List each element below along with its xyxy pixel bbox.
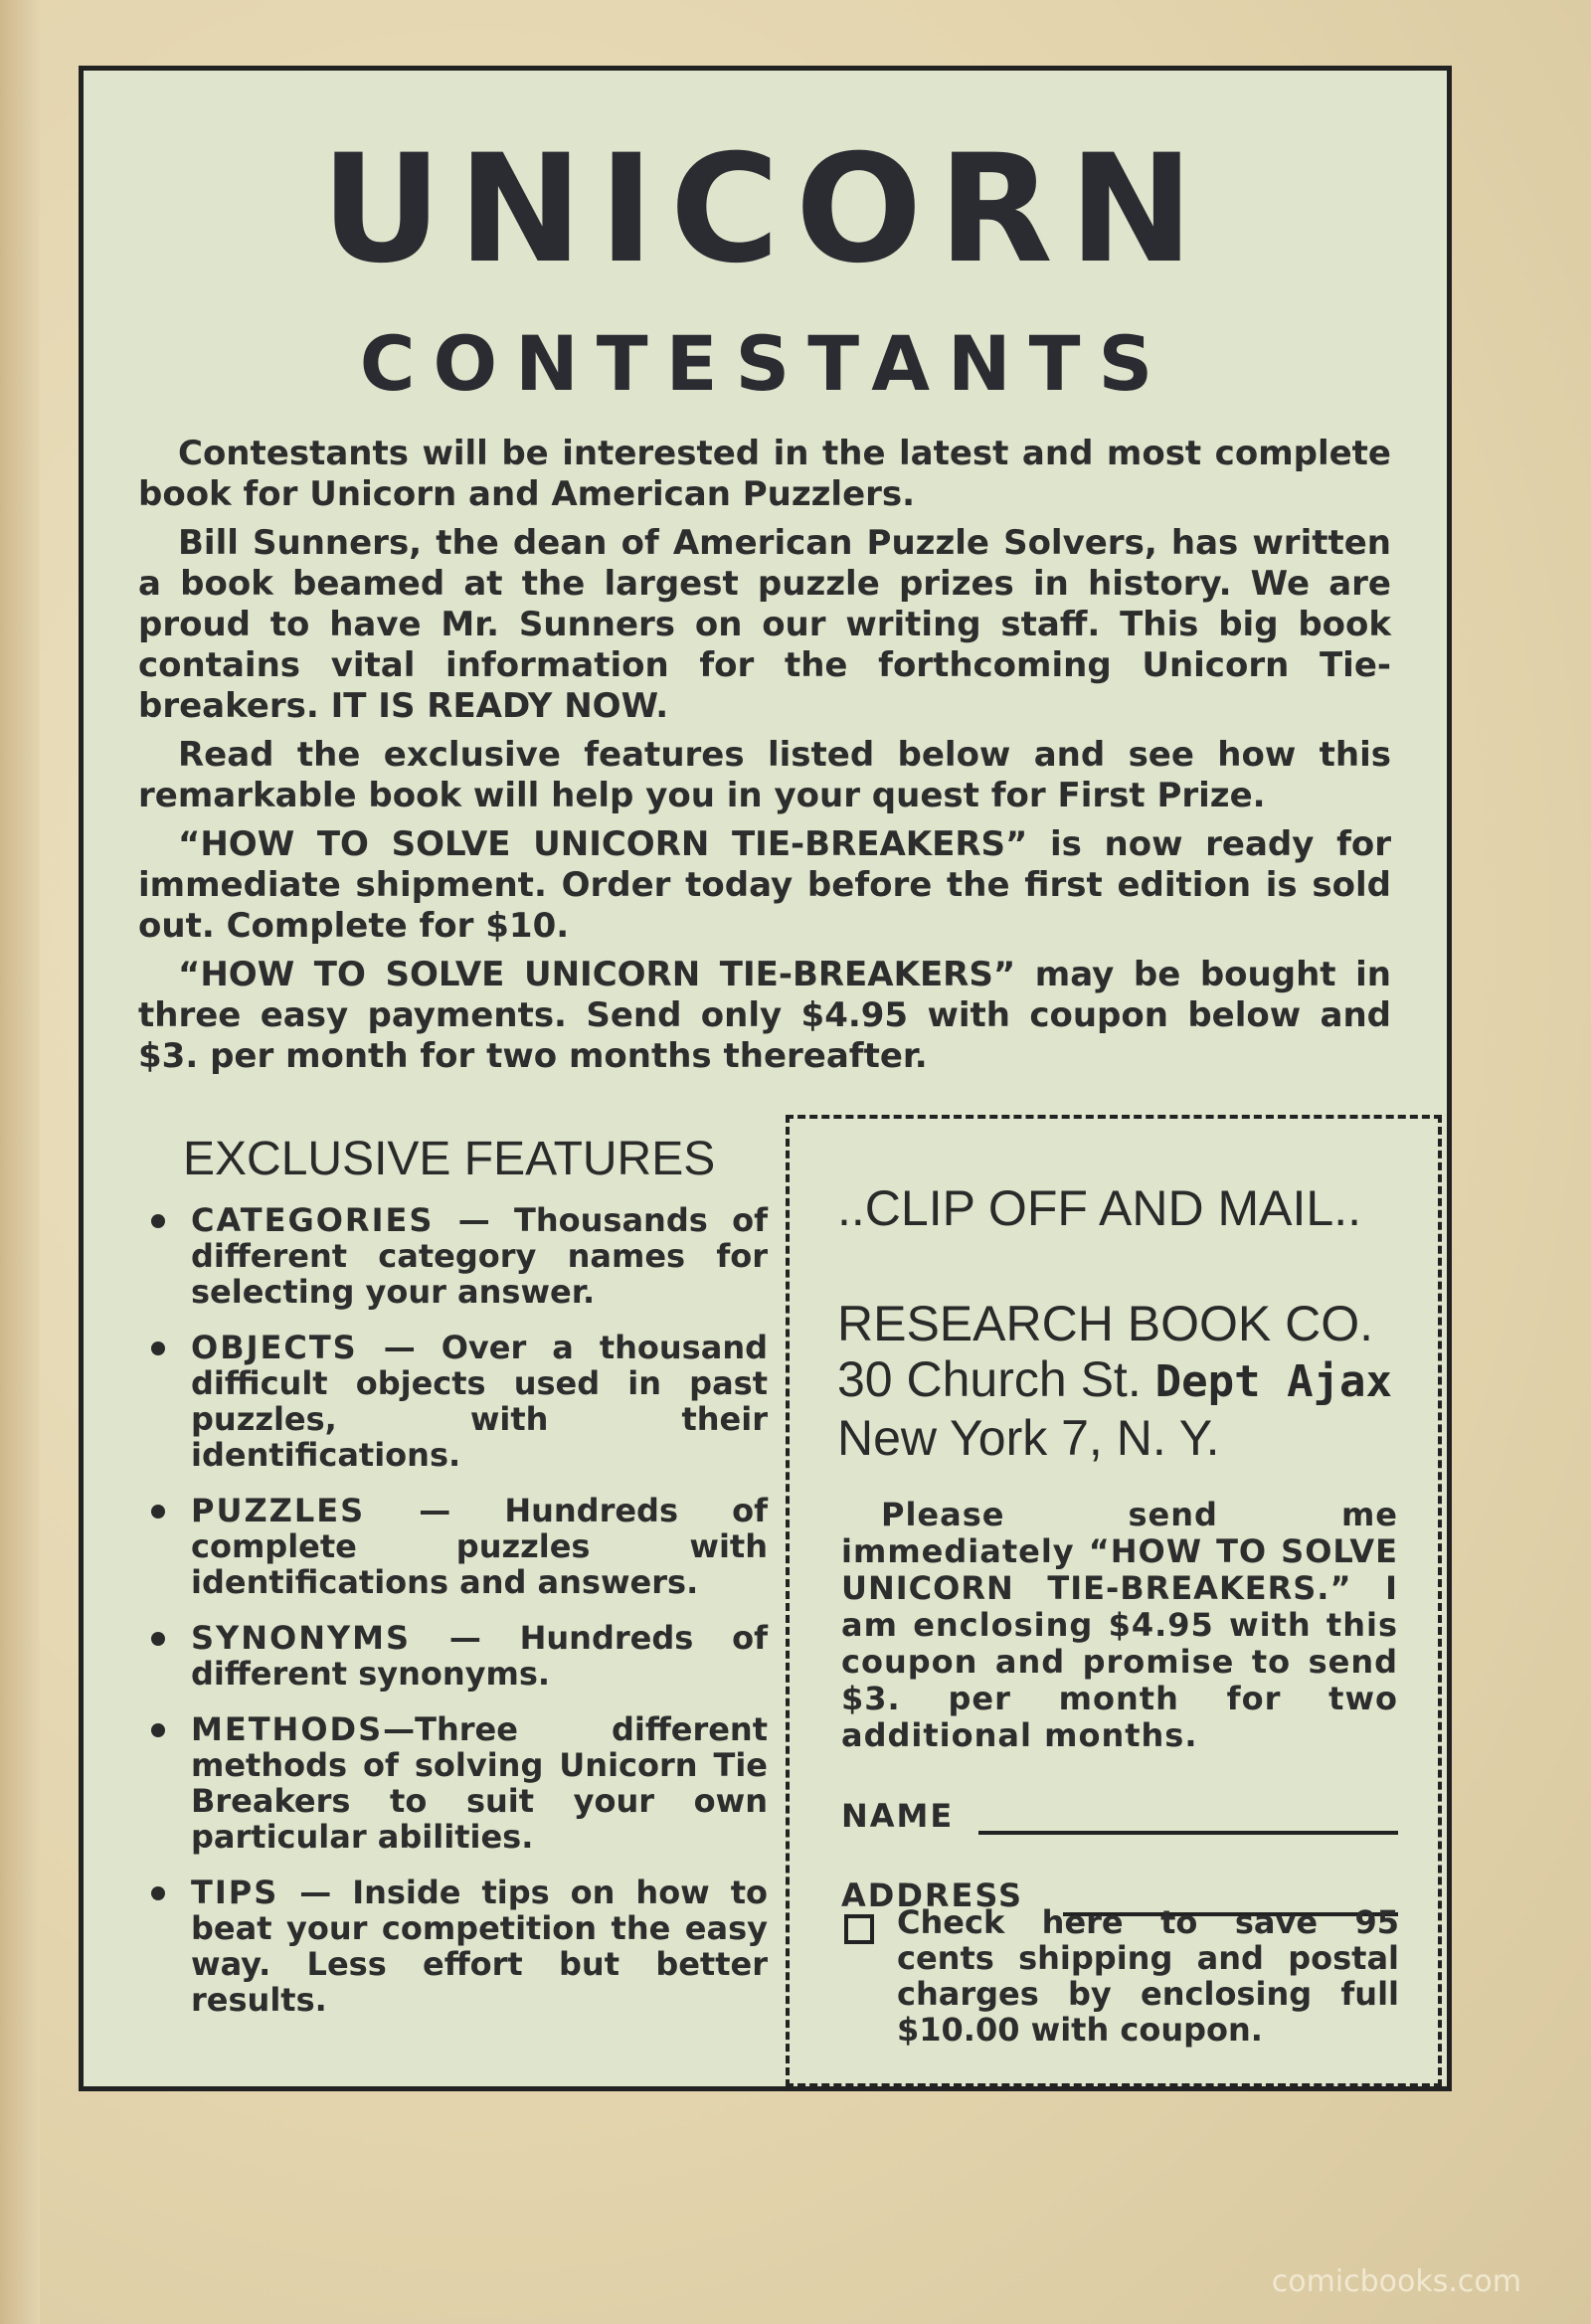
mail-coupon <box>786 1115 1442 2087</box>
feature-text: — Hundreds of different synonyms. <box>191 1619 768 1693</box>
feature-head: TIPS <box>191 1874 279 1911</box>
feature-item <box>141 1711 768 1855</box>
feature-item <box>141 1875 768 2018</box>
street-address: 30 Church St. <box>837 1351 1142 1407</box>
features-list <box>141 1131 768 2038</box>
city-address: New York 7, N. Y. <box>837 1410 1220 1466</box>
feature-head: SYNONYMS <box>191 1619 412 1657</box>
checkbox-label: Check here to save 95 cents shipping and postal charges by enclosing full $10.00 with coupon. <box>897 1903 1399 2049</box>
feature-head: METHODS <box>191 1710 384 1748</box>
mailing-address <box>837 1296 1392 1466</box>
dept-stamp: Dept Ajax <box>1154 1356 1393 1407</box>
name-field[interactable] <box>978 1831 1398 1835</box>
shipping-checkbox[interactable] <box>844 1914 874 1944</box>
feature-item <box>141 1202 768 1310</box>
address-label: ADDRESS <box>841 1877 1024 1914</box>
bullet-icon <box>151 1886 165 1900</box>
feature-head: OBJECTS <box>191 1329 358 1366</box>
page-spine <box>0 0 40 2324</box>
name-label: NAME <box>841 1797 955 1835</box>
watermark-text: comicbooks.com <box>1271 2264 1521 2299</box>
feature-head: CATEGORIES <box>191 1201 435 1239</box>
features-heading: EXCLUSIVE FEATURES <box>183 1133 716 1185</box>
order-text: Please send me immediately “HOW TO SOLVE UNICORN TIE-BREAKERS.” I am enclosing $4.95 with this coupon and promise to send $3. per month for two additional months. <box>841 1496 1398 1754</box>
ad-paragraph: “HOW TO SOLVE UNICORN TIE-BREAKERS” is now ready for immediate shipment. Order today before the first edition is sold out. Complete for $10. <box>138 824 1391 946</box>
feature-text: — Over a thousand difficult objects used in past puzzles, with their identifications. <box>191 1329 768 1474</box>
feature-item <box>141 1330 768 1473</box>
feature-head: PUZZLES <box>191 1492 366 1529</box>
clip-instruction: ..CLIP OFF AND MAIL.. <box>837 1180 1361 1236</box>
ad-paragraph: “HOW TO SOLVE UNICORN TIE-BREAKERS” may be bought in three easy payments. Send only $4.95 with coupon below and $3. per month for two months thereafter. <box>138 955 1391 1076</box>
ad-paragraph: Read the exclusive features listed below and see how this remarkable book will help you in your quest for First Prize. <box>138 735 1391 815</box>
feature-text: — Inside tips on how to beat your competition the easy way. Less effort but better results. <box>191 1874 768 2019</box>
bullet-icon <box>151 1214 165 1228</box>
company-name: RESEARCH BOOK CO. <box>837 1296 1373 1351</box>
feature-item <box>141 1620 768 1692</box>
feature-item <box>141 1493 768 1600</box>
ad-paragraph: Bill Sunners, the dean of American Puzzle Solvers, has written a book beamed at the largest puzzle prizes in history. We are proud to have Mr. Sunners on our writing staff. This big book contains vital information for the forthcoming Unicorn Tie-breakers. IT IS READY NOW. <box>138 523 1391 726</box>
feature-text: — Hundreds of complete puzzles with identifications and answers. <box>191 1492 768 1601</box>
bullet-icon <box>151 1505 165 1519</box>
ad-paragraph: Contestants will be interested in the latest and most complete book for Unicorn and American Puzzlers. <box>138 434 1391 514</box>
bullet-icon <box>151 1341 165 1355</box>
feature-text: —Three different methods of solving Unicorn Tie Breakers to suit your own particular abilities. <box>191 1710 768 1856</box>
ad-title: UNICORN <box>320 123 1210 296</box>
bullet-icon <box>151 1723 165 1737</box>
bullet-icon <box>151 1632 165 1646</box>
ad-body <box>138 434 1391 1085</box>
feature-text: — Thousands of different category names for selecting your answer. <box>191 1201 768 1311</box>
advertisement-box <box>79 66 1452 2091</box>
ad-subtitle: CONTESTANTS <box>359 319 1171 408</box>
